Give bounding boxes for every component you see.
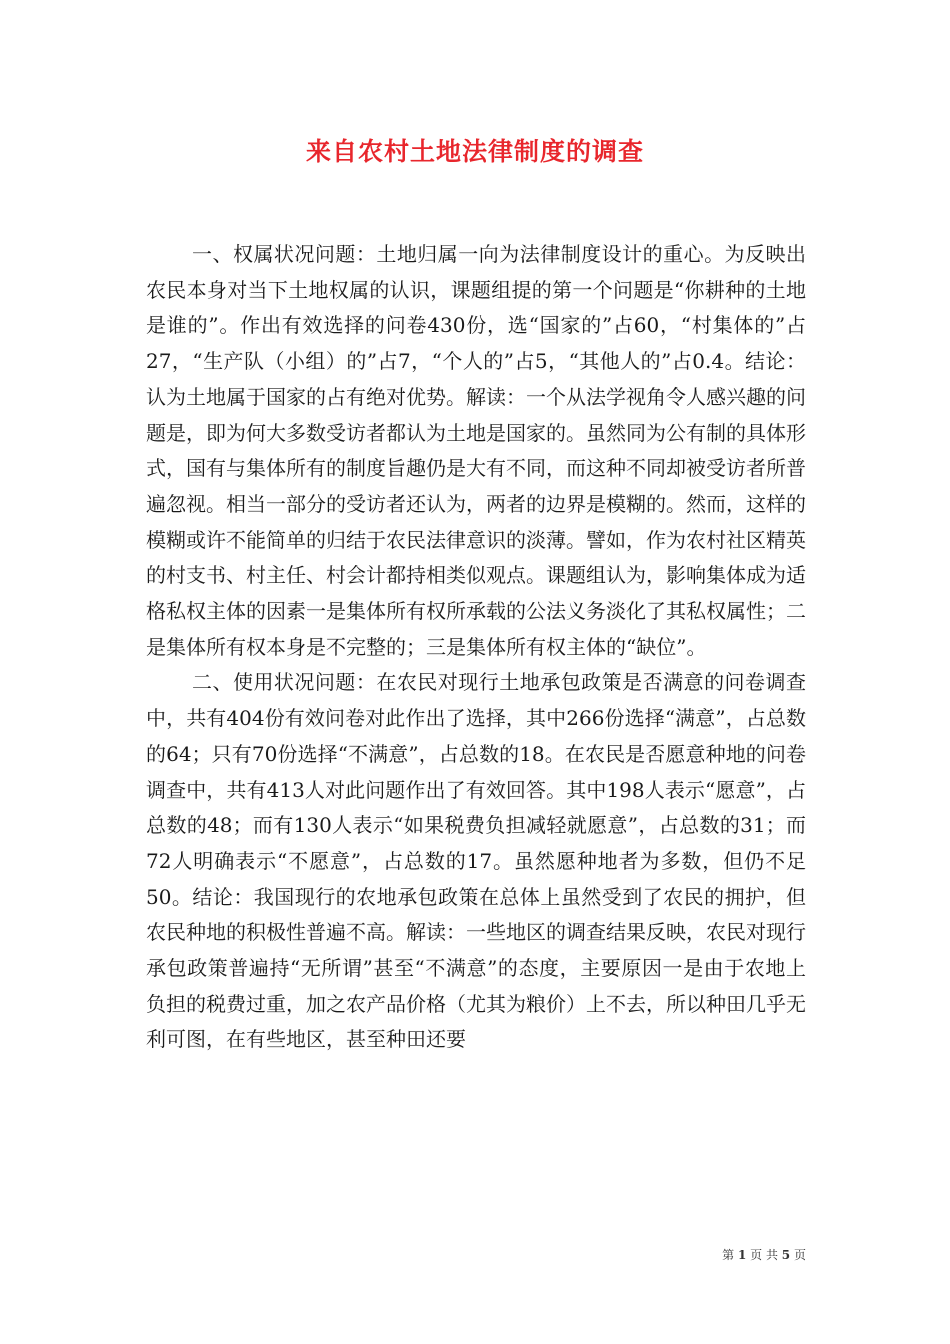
footer-prefix: 第 xyxy=(722,1248,735,1262)
footer-current-page: 1 xyxy=(737,1248,747,1262)
document-body xyxy=(146,237,806,1058)
footer-total-pages: 5 xyxy=(781,1248,791,1262)
footer-middle: 页 共 xyxy=(750,1248,778,1262)
page-footer xyxy=(722,1246,806,1263)
footer-suffix: 页 xyxy=(793,1248,806,1262)
paragraph-usage: 二、使用状况问题：在农民对现行土地承包政策是否满意的问卷调查中，共有404份有效问卷对此作出了选择，其中266份选择“满意”，占总数的64；只有70份选择“不满意”，占总数的18。在农民是否愿意种地的问卷调查中，共有413人对此问题作出了有效回答。其中198人表示“愿意”，占总数的48；而有130人表示“如果税费负担减轻就愿意”，占总数的31；而72人明确表示“不愿意”，占总数的17。虽然愿种地者为多数，但仍不足50。结论：我国现行的农地承包政策在总体上虽然受到了农民的拥护，但农民种地的积极性普遍不高。解读：一些地区的调查结果反映，农民对现行承包政策普遍持“无所谓”甚至“不满意”的态度，主要原因一是由于农地上负担的税费过重，加之农产品价格（尤其为粮价）上不去，所以种田几乎无利可图，在有些地区，甚至种田还要 xyxy=(146,670,806,1052)
document-title: 来自农村土地法律制度的调查 xyxy=(305,137,644,166)
paragraph-ownership: 一、权属状况问题：土地归属一向为法律制度设计的重心。为反映出农民本身对当下土地权属的认识，课题组提的第一个问题是“你耕种的土地是谁的”。作出有效选择的问卷430份，选“国家的”占60，“村集体的”占27，“生产队（小组）的”占7，“个人的”占5，“其他人的”占0.4。结论：认为土地属于国家的占有绝对优势。解读：一个从法学视角令人感兴趣的问题是，即为何大多数受访者都认为土地是国家的。虽然同为公有制的具体形式，国有与集体所有的制度旨趣仍是大有不同，而这种不同却被受访者所普遍忽视。相当一部分的受访者还认为，两者的边界是模糊的。然而，这样的模糊或许不能简单的归结于农民法律意识的淡薄。譬如，作为农村社区精英的村支书、村主任、村会计都持相类似观点。课题组认为，影响集体成为适格私权主体的因素一是集体所有权所承载的公法义务淡化了其私权属性；二是集体所有权本身是不完整的；三是集体所有权主体的“缺位”。 xyxy=(146,242,806,659)
